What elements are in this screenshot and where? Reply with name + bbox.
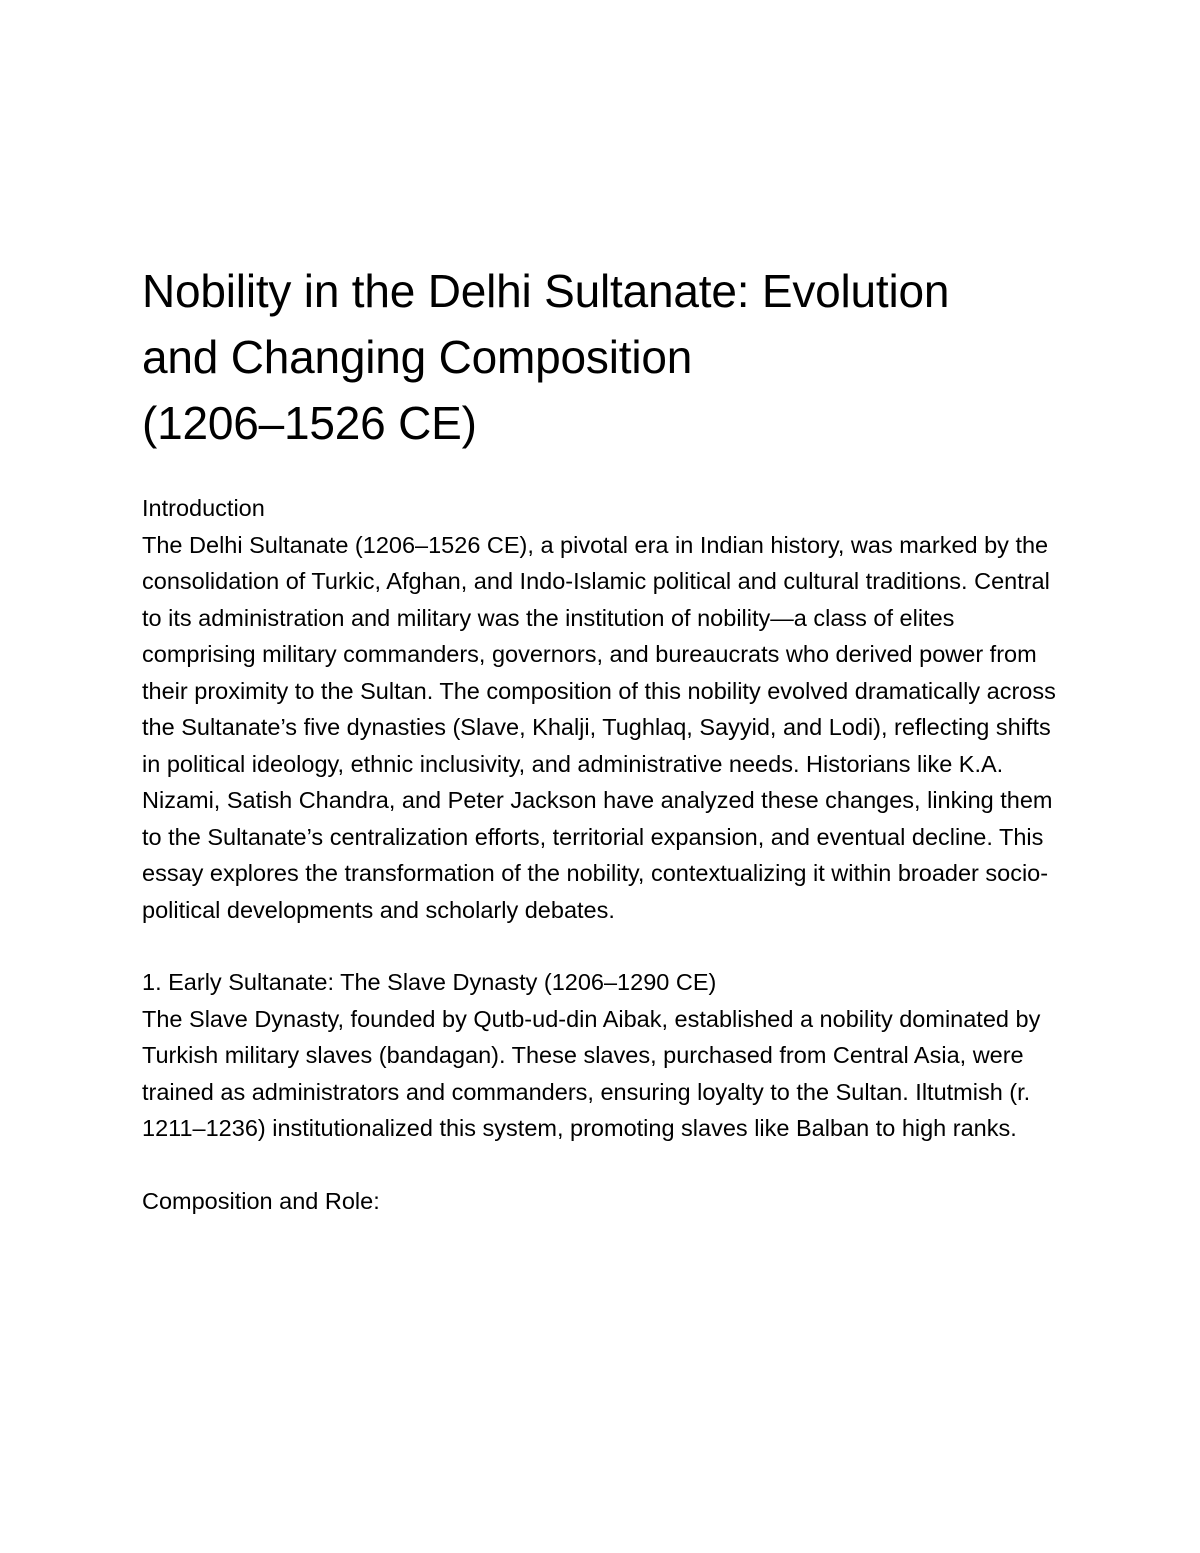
section-1-paragraph: The Slave Dynasty, founded by Qutb-ud-din Aibak, established a nobility dominated by Turkish military slaves (bandagan). These slaves, purchased from Central Asia, were trained as administrators and commanders, ensuring loyalty to the Sultan. Iltutmish (r. 1211–1236) institutionalized this system, promoting slaves like Balban to high ranks. [142,1005,1041,1141]
introduction-heading: Introduction [142,495,265,521]
title-dates: (1206–1526 CE) [142,397,477,449]
document-content [142,258,1072,1219]
document-title [142,258,1072,456]
slave-dynasty-section [142,964,1072,1147]
composition-heading: Composition and Role: [142,1187,380,1214]
introduction-paragraph: The Delhi Sultanate (1206–1526 CE), a pivotal era in Indian history, was marked by the consolidation of Turkic, Afghan, and Indo-Islamic political and cultural traditions. Central to its administration and military was the institution of nobility—a class of elites comprising military commanders, governors, and bureaucrats who derived power from their proximity to the Sultan. The composition of this nobility evolved dramatically across the Sultanate’s five dynasties (Slave, Khalji, Tughlaq, Sayyid, and Lodi), reflecting shifts in political ideology, ethnic inclusivity, and administrative needs. Historians like K.A. Nizami, Satish Chandra, and Peter Jackson have analyzed these changes, linking them to the Sultanate’s centralization efforts, territorial expansion, and eventual decline. This essay explores the transformation of the nobility, contextualizing it within broader socio-political developments and scholarly debates. [142,531,1056,923]
composition-section [142,1183,1072,1220]
introduction-section [142,490,1072,928]
title-line-1: Nobility in the Delhi Sultanate: Evolution [142,265,950,317]
section-1-heading: 1. Early Sultanate: The Slave Dynasty (1206–1290 CE) [142,969,717,995]
title-line-2: and Changing Composition [142,331,693,383]
